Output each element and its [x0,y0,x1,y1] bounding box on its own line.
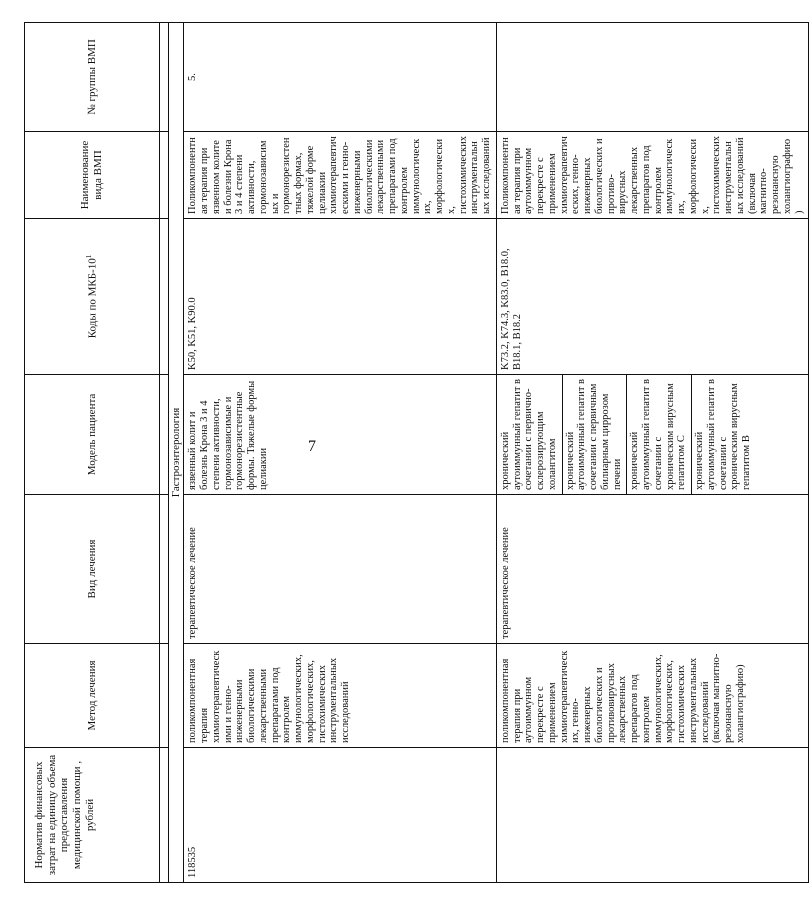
footnote-mark: 1 [84,254,93,259]
header-model: Модель пациента [25,375,160,495]
page-number: 7 [308,438,316,455]
spacer-cell [160,748,169,883]
codes-cell: K73.2, K74.3, K83.0, B18.0, B18.1, B18.2 [496,219,809,375]
model-item: хронический аутоиммунный гепатит в сочетании с хроническим вирусным гепатитом B [691,375,753,494]
spacer-cell [160,23,169,132]
group-cell-empty [496,23,809,132]
spacer-cell [160,375,169,495]
header-type: Вид лечения [25,495,160,644]
method-cell: поликомпонентная терапия химиотерапевтическими и генно-инженерными биологическими лекарственными препаратами под контролем иммунологических, морфологических, гистохимических инструментальных исследований [184,644,497,748]
model-cell [496,375,809,495]
type-cell: терапевтическое лечение [184,495,497,644]
header-name: Наименование вида ВМП [25,132,160,219]
spacer-cell [160,132,169,219]
model-item: хронический аутоиммунный гепатит в сочетании с первично-склерозирующим холангитом [499,379,558,490]
type-cell: терапевтическое лечение [496,495,809,644]
model-item: хронический аутоиммунный гепатит в сочетании с первичным билиарным циррозом печени [562,375,624,494]
norm-value: 118535 [184,748,497,883]
header-group: № группы ВМП [25,23,160,132]
spacer-cell [160,644,169,748]
group-number: 5. [184,23,497,132]
header-codes-text: Коды по МКБ-10 [86,258,99,339]
model-cell: язвенный колит и болезнь Крона 3 и 4 степени активности, гормонозависимые и гормонорезистентные формы. Тяжелые формы целиакии [184,375,497,495]
rotated-table-wrapper [24,23,805,883]
method-cell: поликомпонентная терапия при аутоиммунном перекресте с применением химиотерапевтических, генно-инженерных биологических и противовирусных лекарственных препаратов под контролем иммунологических, морфологических, гистохимических инструментальных исследований (включая магнитно-резонансную холангиографию) [496,644,809,748]
norm-cell-empty [496,748,809,883]
table-row [496,23,809,883]
codes-cell: K50, K51, K90.0 [184,219,497,375]
spacer-cell [160,495,169,644]
header-norm: Норматив финансовых затрат на единицу объема предоставления медицинской помощи , рублей [25,748,160,883]
header-method: Метод лечения [25,644,160,748]
section-row [169,23,184,883]
header-row [25,23,160,883]
spacer-row [160,23,169,883]
section-title: Гастроэнтерология [169,23,184,883]
header-codes [25,219,160,375]
name-cell: Поликомпонентная терапия при язвенном колите и болезни Крона 3 и 4 степени активности, гормонозависимых и гормонорезистентных формах, тяжелой форме целиакии химиотерапевтическими и генно-инженерными биологическими лекарственными препаратами под контролем иммунологических, морфологических, гистохимических инструментальных исследований [184,132,497,219]
table-row [184,23,497,883]
model-item: хронический аутоиммунный гепатит в сочетании с хроническим вирусным гепатитом C [626,375,688,494]
spacer-cell [160,219,169,375]
vmp-table [24,22,809,883]
name-cell: Поликомпонентная терапия при аутоиммунном перекресте с применением химиотерапевтических, генно-инженерных биологических и противо-вирусных лекарственных препаратов под контролем иммунологических, морфологических, гистохимических инструментальных исследований (включая магнитно-резонансную холангиографию) [496,132,809,219]
